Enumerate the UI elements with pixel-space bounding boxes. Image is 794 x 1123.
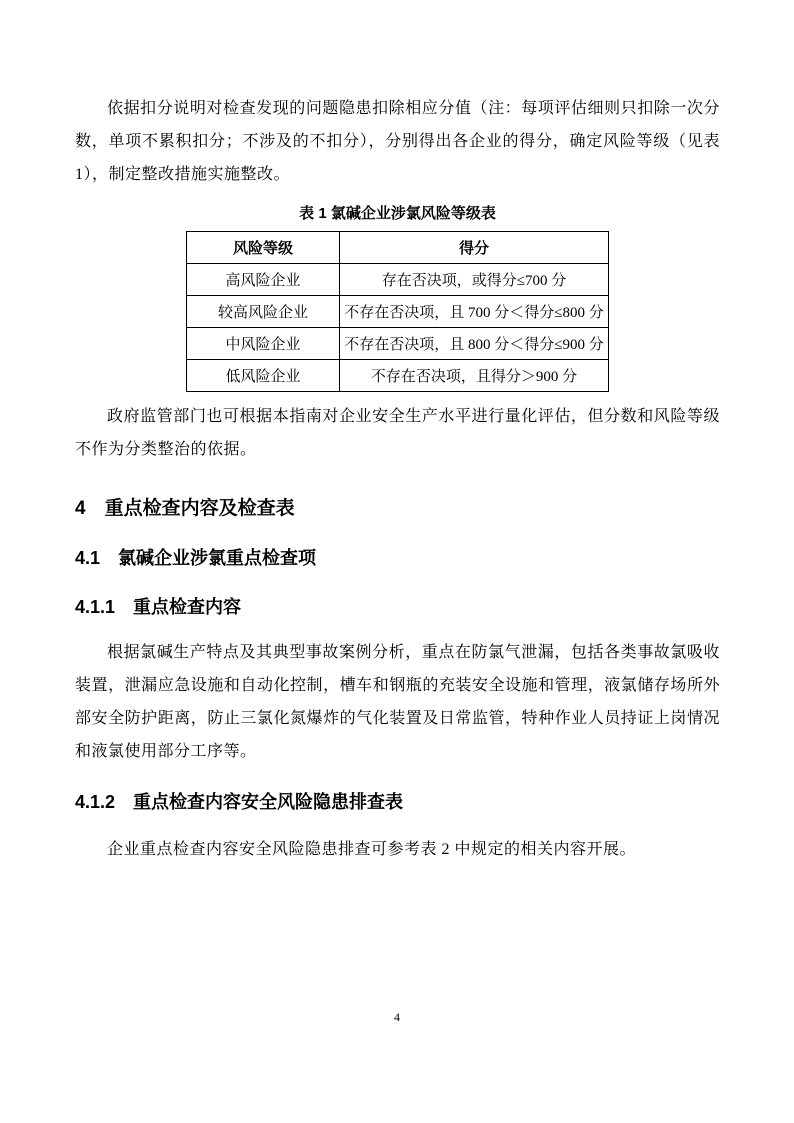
cell-risk-level: 较高风险企业 xyxy=(187,296,340,328)
table1-caption: 表 1 氯碱企业涉氯风险等级表 xyxy=(299,205,496,222)
cell-score-criteria: 不存在否决项，且 800 分＜得分≤900 分 xyxy=(340,328,609,360)
page-content xyxy=(75,92,720,866)
table-header-risk-level: 风险等级 xyxy=(187,232,340,264)
heading-section-4-1: 4.1 氯碱企业涉氯重点检查项 xyxy=(75,548,317,568)
cell-score-criteria: 不存在否决项，且得分＞900 分 xyxy=(340,360,609,392)
heading-section-4: 4 重点检查内容及检查表 xyxy=(75,498,295,519)
table-header-score: 得分 xyxy=(340,232,609,264)
paragraph-inspection-focus: 根据氯碱生产特点及其典型事故案例分析，重点在防氯气泄漏，包括各类事故氯吸收装置，泄漏应急设施和自动化控制，槽车和钢瓶的充装安全设施和管理，液氯储存场所外部安全防护距离，防止三氯化氮爆炸的气化装置及日常监管，特种作业人员持证上岗情况和液氯使用部分工序等。 xyxy=(75,644,720,760)
table-row xyxy=(187,360,609,392)
table-row xyxy=(187,328,609,360)
cell-risk-level: 高风险企业 xyxy=(187,264,340,296)
page-number: 4 xyxy=(394,1010,400,1024)
heading-section-4-1-2: 4.1.2 重点检查内容安全风险隐患排查表 xyxy=(75,792,404,812)
table-row xyxy=(187,264,609,296)
table-row xyxy=(187,296,609,328)
cell-score-criteria: 不存在否决项，且 700 分＜得分≤800 分 xyxy=(340,296,609,328)
risk-grade-table xyxy=(186,231,609,392)
paragraph-scoring-rules: 依据扣分说明对检查发现的问题隐患扣除相应分值（注：每项评估细则只扣除一次分数，单项不累积扣分；不涉及的不扣分），分别得出各企业的得分，确定风险等级（见表 1），制定整改措施实施整改。 xyxy=(75,100,720,183)
paragraph-checklist-reference: 企业重点检查内容安全风险隐患排查可参考表 2 中规定的相关内容开展。 xyxy=(107,841,637,858)
heading-section-4-1-1: 4.1.1 重点检查内容 xyxy=(75,597,242,617)
paragraph-government-evaluation: 政府监管部门也可根据本指南对企业安全生产水平进行量化评估，但分数和风险等级不作为分类整治的依据。 xyxy=(75,408,720,458)
cell-risk-level: 低风险企业 xyxy=(187,360,340,392)
cell-score-criteria: 存在否决项，或得分≤700 分 xyxy=(340,264,609,296)
table-header-row xyxy=(187,232,609,264)
cell-risk-level: 中风险企业 xyxy=(187,328,340,360)
